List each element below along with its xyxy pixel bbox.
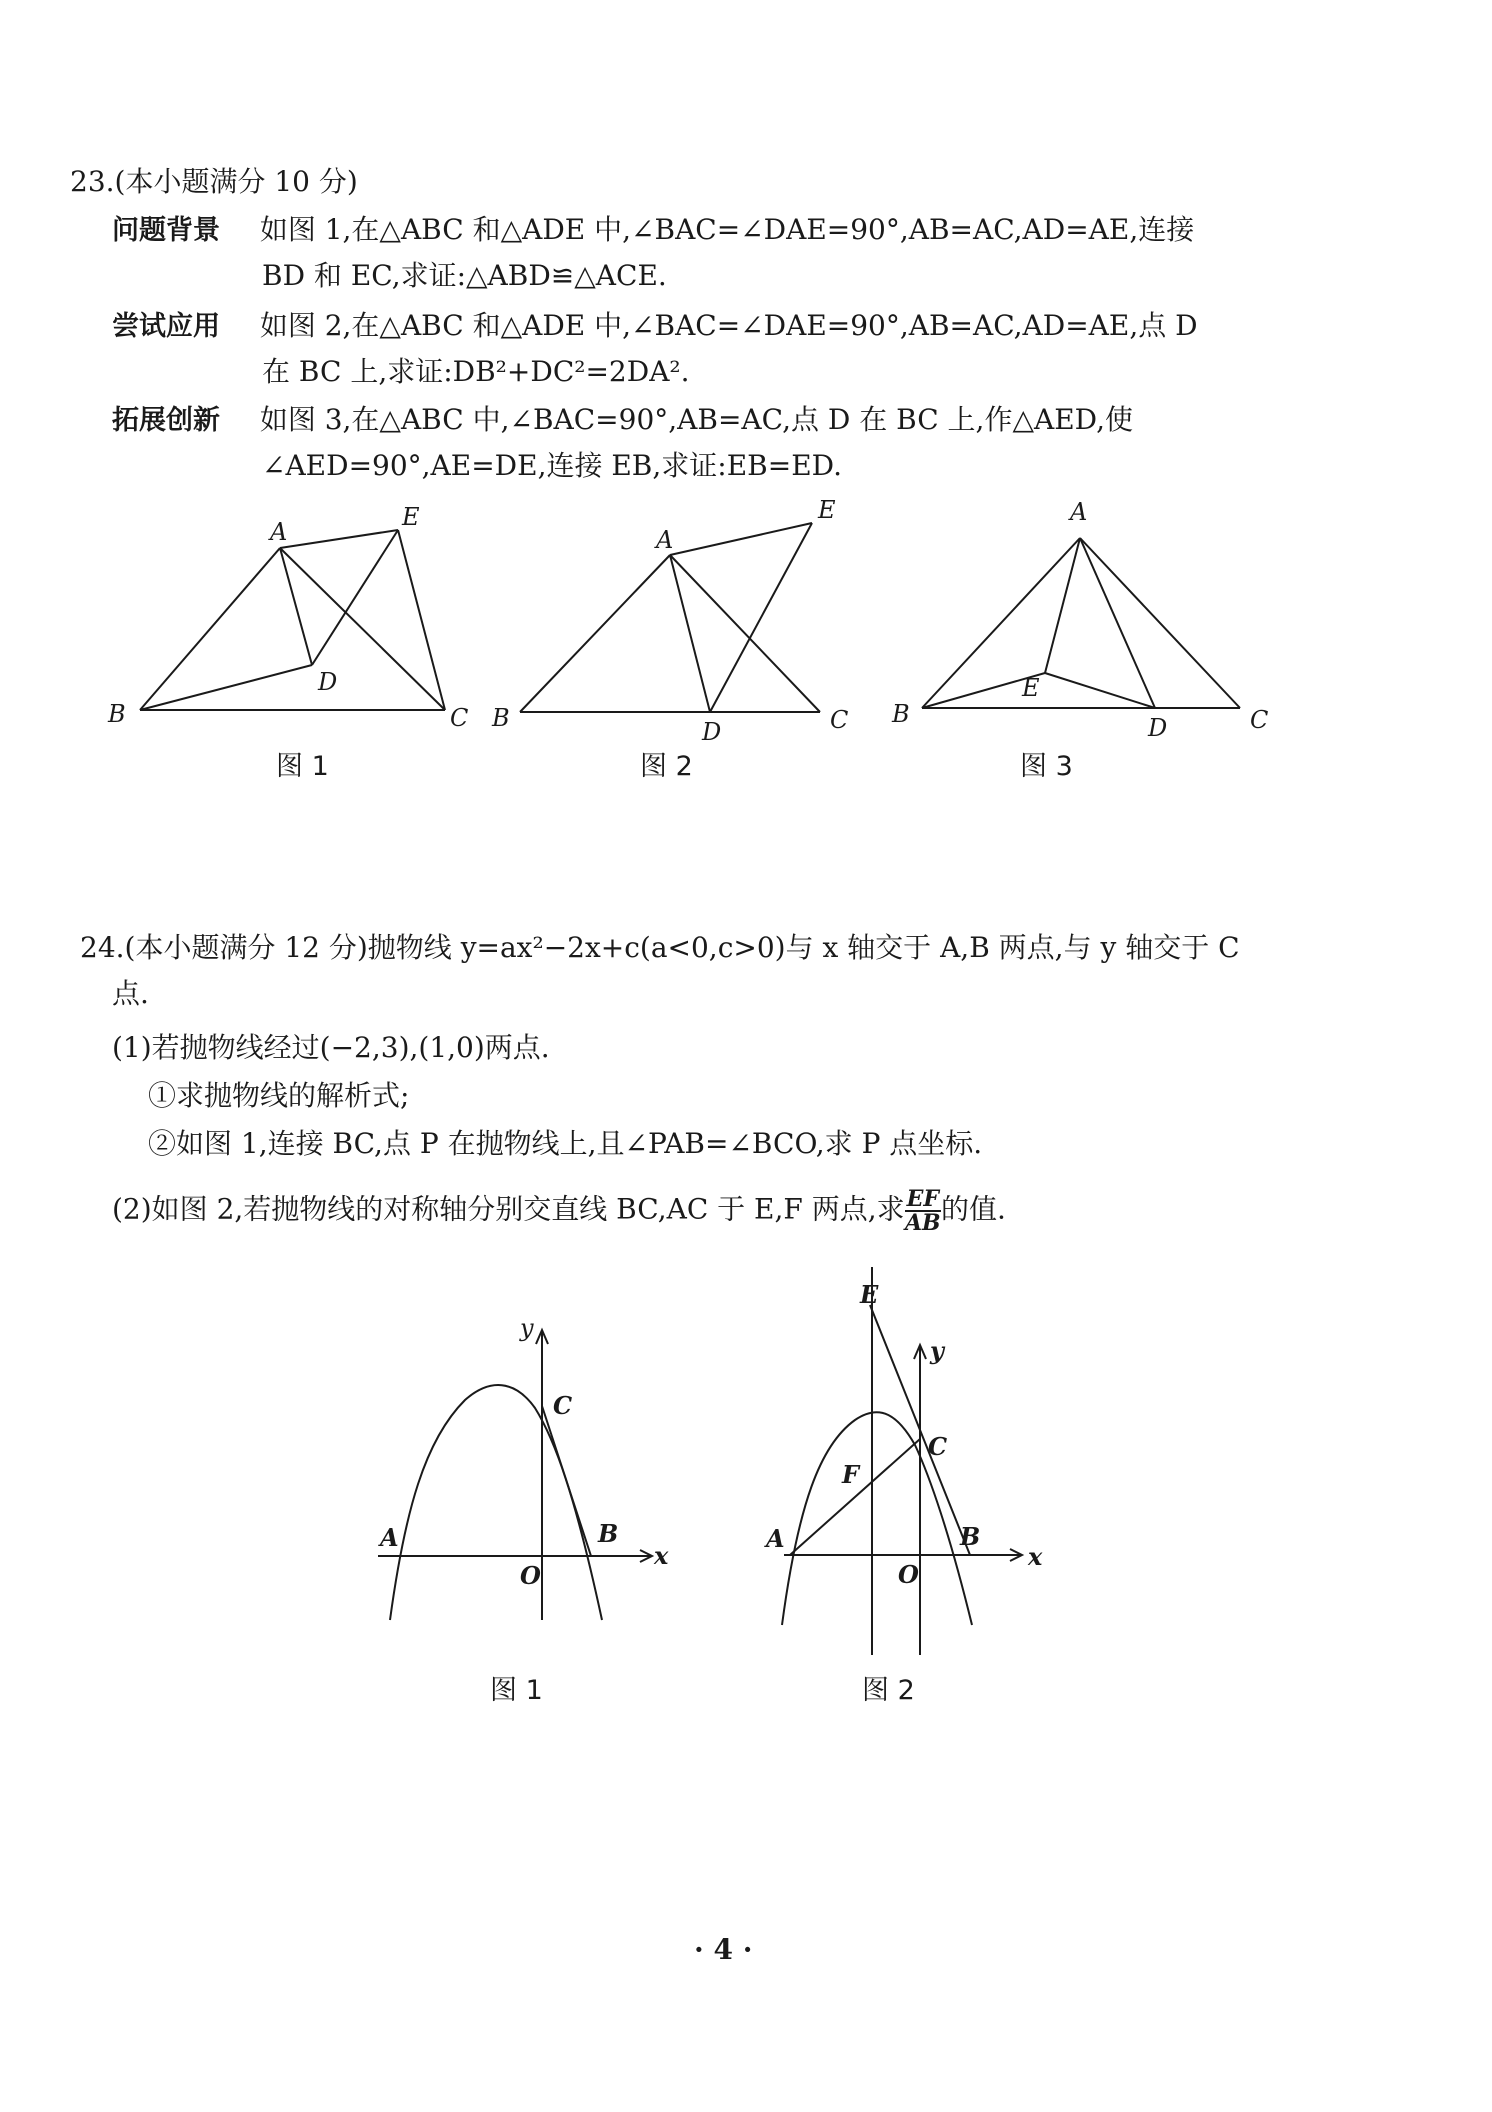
label-a: A — [766, 1524, 785, 1553]
q24-fraction-ef-ab — [905, 1188, 941, 1234]
label-e: E — [860, 1280, 879, 1309]
segment-de — [312, 530, 398, 665]
q24-part1a: ①求抛物线的解析式; — [148, 1079, 410, 1112]
label-x: x — [654, 1541, 669, 1570]
q24-header-line1: 24.(本小题满分 12 分)抛物线 y=ax²−2x+c(a<0,c>0)与 x 轴交于 A,B 两点,与 y 轴交于 C — [80, 931, 1240, 964]
label-b: B — [492, 704, 510, 732]
label-a: A — [270, 518, 288, 546]
q24-part1: (1)若抛物线经过(−2,3),(1,0)两点. — [112, 1031, 550, 1064]
label-a: A — [656, 526, 674, 554]
q24-figure-1 — [370, 1300, 670, 1640]
segment-ae — [670, 523, 812, 555]
q23-figure-2 — [480, 490, 860, 750]
q24-figure-2 — [760, 1255, 1060, 1655]
segment-ed — [1045, 673, 1155, 708]
segment-ac — [670, 555, 820, 712]
parabola — [390, 1385, 602, 1620]
label-d: D — [318, 668, 338, 696]
q24-part1b: ②如图 1,连接 BC,点 P 在抛物线上,且∠PAB=∠BCO,求 P 点坐标. — [148, 1127, 983, 1160]
segment-ac — [1080, 538, 1240, 708]
label-o: O — [898, 1560, 919, 1589]
segment-ac — [280, 548, 445, 710]
segment-bd — [140, 665, 312, 710]
segment-ad — [670, 555, 710, 712]
q23-figure-1 — [100, 490, 480, 750]
q23-extend-text: 如图 3,在△ABC 中,∠BAC=90°,AB=AC,点 D 在 BC 上,作△AED,使 — [259, 403, 1133, 436]
fraction-denominator: AB — [904, 1210, 941, 1236]
q23-try-line1 — [112, 306, 1198, 347]
q24-header-line2: 点. — [112, 977, 149, 1010]
segment-bc — [542, 1406, 591, 1556]
label-e: E — [818, 496, 836, 524]
q24-fig1-caption: 图 1 — [490, 1675, 543, 1706]
q23-fig3-caption: 图 3 — [1020, 751, 1073, 782]
segment-ab — [922, 538, 1080, 708]
page-number: · 4 · — [694, 1933, 753, 1966]
q23-fig1-caption: 图 1 — [276, 751, 329, 782]
q23-background-line1 — [112, 210, 1194, 251]
q23-extend-line2: ∠AED=90°,AE=DE,连接 EB,求证:EB=ED. — [262, 449, 842, 482]
segment-ae — [280, 530, 398, 548]
q23-extend-tag: 拓展创新 — [112, 405, 220, 436]
label-d: D — [1148, 714, 1168, 742]
segment-ab — [140, 548, 280, 710]
segment-ab — [520, 555, 670, 712]
label-o: O — [520, 1561, 541, 1590]
q24-fig2-caption: 图 2 — [862, 1675, 915, 1706]
label-e: E — [402, 503, 420, 531]
label-c: C — [1250, 706, 1269, 734]
label-a: A — [380, 1523, 399, 1552]
q23-background-line2: BD 和 EC,求证:△ABD≌△ACE. — [262, 259, 667, 292]
segment-de — [710, 523, 812, 712]
label-d: D — [702, 718, 722, 746]
q24-part2-after: 的值. — [941, 1192, 1006, 1226]
q23-try-tag: 尝试应用 — [112, 311, 220, 342]
label-y: y — [930, 1336, 944, 1365]
label-c: C — [450, 704, 469, 732]
q23-try-line2: 在 BC 上,求证:DB²+DC²=2DA². — [262, 355, 690, 388]
segment-ad — [1080, 538, 1155, 708]
segment-ec — [398, 530, 445, 710]
label-b: B — [598, 1519, 619, 1548]
label-a: A — [1070, 498, 1088, 526]
q23-try-text: 如图 2,在△ABC 和△ADE 中,∠BAC=∠DAE=90°,AB=AC,AD=AE,点 D — [259, 309, 1198, 342]
label-c: C — [928, 1432, 948, 1461]
label-c: C — [830, 706, 849, 734]
fraction-numerator: EF — [906, 1186, 940, 1212]
label-c: C — [553, 1391, 573, 1420]
q23-figure-3 — [880, 490, 1280, 750]
segment-ad — [280, 548, 312, 665]
q23-fig2-caption: 图 2 — [640, 751, 693, 782]
label-b: B — [892, 700, 910, 728]
q23-background-tag: 问题背景 — [112, 215, 220, 246]
segment-ac — [790, 1439, 920, 1555]
label-b: B — [108, 700, 126, 728]
label-b: B — [960, 1522, 981, 1551]
q24-part2-before: (2)如图 2,若抛物线的对称轴分别交直线 BC,AC 于 E,F 两点,求 — [112, 1192, 905, 1226]
label-f: F — [842, 1460, 860, 1489]
label-x: x — [1028, 1542, 1043, 1571]
q23-background-text: 如图 1,在△ABC 和△ADE 中,∠BAC=∠DAE=90°,AB=AC,AD=AE,连接 — [259, 213, 1195, 246]
q24-part2 — [112, 1188, 1006, 1234]
q23-extend-line1 — [112, 400, 1133, 441]
label-y: y — [520, 1314, 534, 1342]
q23-header: 23.(本小题满分 10 分) — [70, 165, 358, 198]
label-e: E — [1022, 674, 1040, 702]
